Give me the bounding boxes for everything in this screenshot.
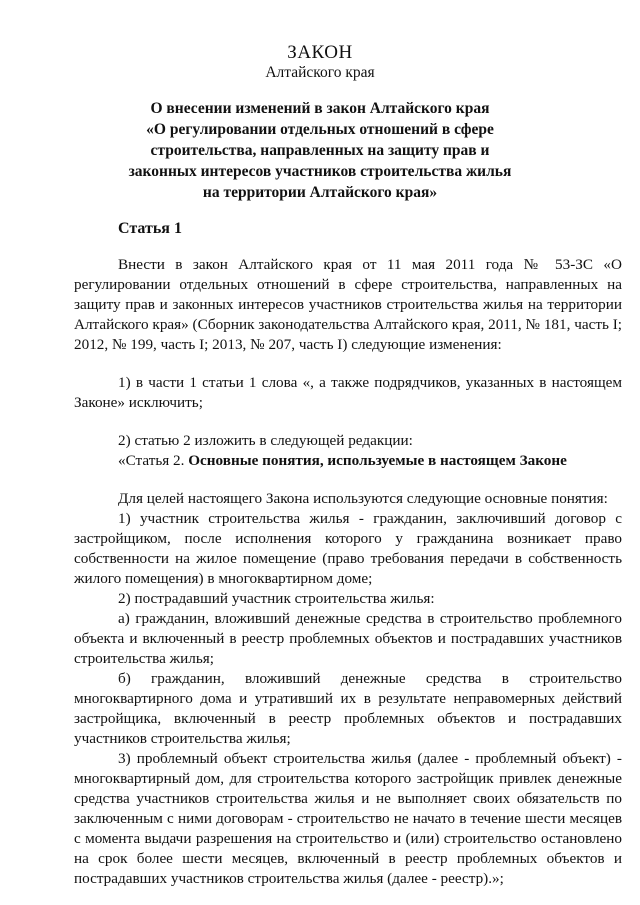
article-heading: Статья 1	[118, 220, 182, 237]
law-heading	[0, 98, 640, 203]
definition-2a: а) гражданин, вложивший денежные средства в строительство проблемного объекта и включенный в реестр проблемных объектов и пострадавших участников строительства жилья;	[74, 610, 622, 667]
definition-2: 2) пострадавший участник строительства жилья:	[118, 590, 435, 607]
heading-line: «О регулировании отдельных отношений в сфере	[146, 121, 494, 138]
law-region: Алтайского края	[265, 64, 375, 81]
paragraph-item-2: 2) статью 2 изложить в следующей редакции:	[118, 432, 413, 449]
article-2-title: Основные понятия, используемые в настоящем Законе	[188, 452, 567, 469]
heading-line: на территории Алтайского края»	[202, 184, 438, 201]
heading-line: законных интересов участников строительства жилья	[128, 163, 512, 180]
definition-1: 1) участник строительства жилья - гражданин, заключивший договор с застройщиком, после исполнения которого у гражданина возникает право собственности на жилое помещение (право требования передачи в собственность жилого помещения) в многоквартирном доме;	[74, 510, 622, 587]
article-2-heading	[74, 451, 622, 471]
article-2-prefix: «Статья 2.	[118, 452, 185, 469]
definition-3: 3) проблемный объект строительства жилья (далее - проблемный объект) - многоквартирный дом, для строительства которого застройщик привлек денежные средства участников строительства жилья и не выполняет своих обязательств по заключенным с ними договорам - строительство не начато в течение шести месяцев с момента выдачи разрешения на строительство и (или) строительство остановлено на срок более шести месяцев, включенный в реестр проблемных объектов и пострадавших участников строительства жилья (далее - реестр).»;	[74, 750, 622, 887]
paragraph-definitions-intro: Для целей настоящего Закона используются следующие основные понятия:	[118, 490, 608, 507]
paragraph-intro: Внести в закон Алтайского края от 11 мая 2011 года № 53-ЗС «О регулировании отдельных отношений в сфере строительства, направленных на защиту прав и законных интересов участников строительства жилья на территории Алтайского края» (Сборник законодательства Алтайского края, 2011, № 181, часть I; 2012, № 199, часть I; 2013, № 207, часть I) следующие изменения:	[74, 256, 622, 353]
definition-2b: б) гражданин, вложивший денежные средства в строительство многоквартирного дома и утративший их в результате неправомерных действий застройщика, включенный в реестр проблемных объектов и пострадавших участников строительства жилья;	[74, 670, 622, 747]
law-title: ЗАКОН	[287, 42, 353, 63]
heading-line: О внесении изменений в закон Алтайского края	[150, 100, 490, 117]
paragraph-item-1: 1) в части 1 статьи 1 слова «, а также подрядчиков, указанных в настоящем Законе» исключить;	[74, 374, 622, 411]
document-body	[74, 255, 622, 889]
heading-line: строительства, направленных на защиту прав и	[150, 142, 490, 159]
